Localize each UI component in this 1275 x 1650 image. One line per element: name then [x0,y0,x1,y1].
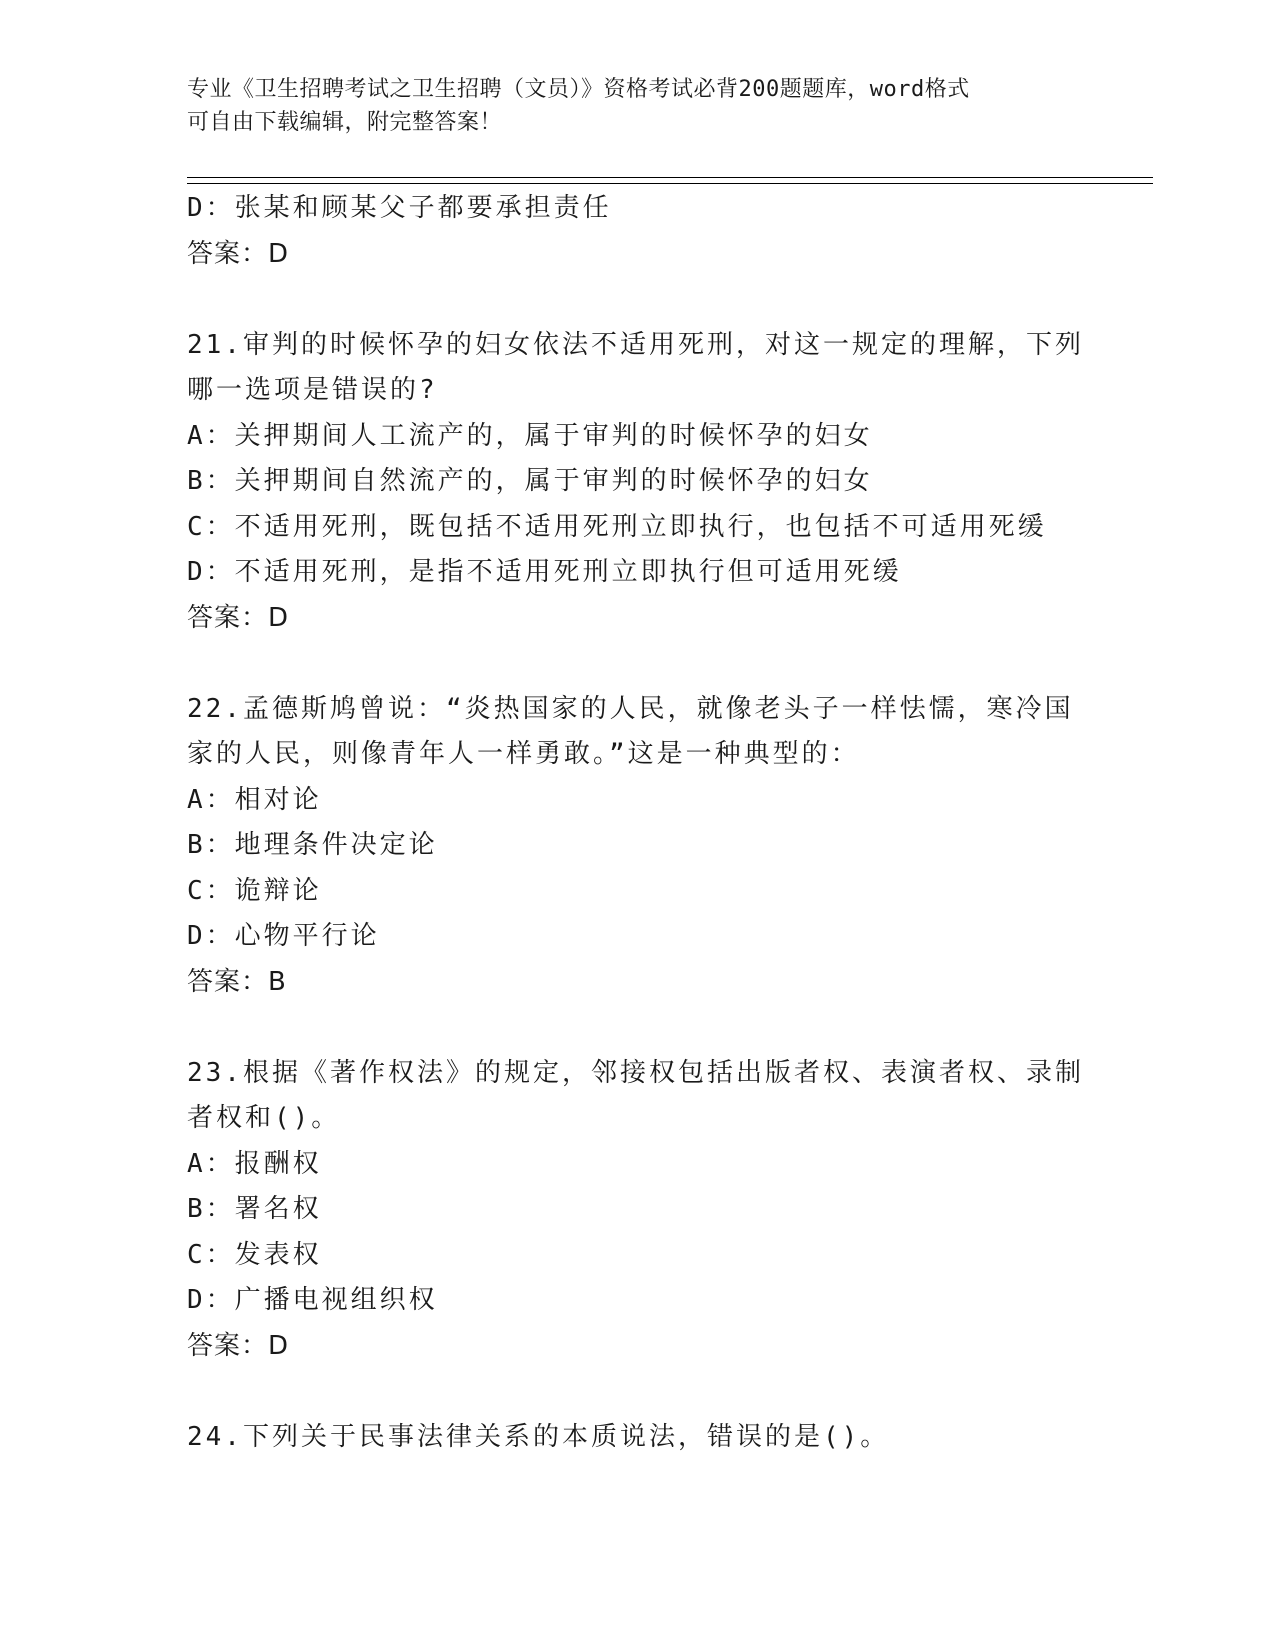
question-24 [187,1415,1087,1461]
question-23 [187,1051,1087,1370]
option-c: C：诡辩论 [187,875,322,906]
option-b: B：署名权 [187,1194,322,1224]
question-content [187,186,1087,1460]
answer-line: 答案：B [187,966,287,997]
question-22 [187,687,1087,1006]
question-stem: 哪一选项是错误的? [187,375,438,405]
answer-line: 答案：D [187,238,290,269]
option-b: B：关押期间自然流产的，属于审判的时候怀孕的妇女 [187,466,873,496]
question-stem: 者权和()。 [187,1103,341,1133]
page-header [187,73,1087,139]
question-21 [187,323,1087,642]
question-stem: 家的人民，则像青年人一样勇敢。”这是一种典型的： [187,739,860,769]
option-d: D：张某和顾某父子都要承担责任 [187,193,612,223]
option-c: C：不适用死刑，既包括不适用死刑立即执行，也包括不可适用死缓 [187,511,1047,542]
header-line-2: 可自由下载编辑，附完整答案！ [187,110,503,135]
option-d: D：广播电视组织权 [187,1285,438,1315]
spacer [187,641,1087,687]
header-line-1: 专业《卫生招聘考试之卫生招聘（文员）》资格考试必背200题题库，word格式 [187,77,970,102]
option-b: B：地理条件决定论 [187,830,438,860]
spacer [187,1369,1087,1415]
option-a: A：报酬权 [187,1148,322,1179]
option-d: D：不适用死刑，是指不适用死刑立即执行但可适用死缓 [187,557,902,587]
option-c: C：发表权 [187,1239,322,1270]
option-a: A：关押期间人工流产的，属于审判的时候怀孕的妇女 [187,420,873,451]
spacer [187,277,1087,323]
header-divider-bottom [187,183,1153,184]
question-stem: 22.孟德斯鸠曾说：“炎热国家的人民，就像老头子一样怯懦，寒冷国 [187,693,1074,724]
option-a: A：相对论 [187,784,322,815]
answer-line: 答案：D [187,1330,290,1361]
previous-question-tail [187,186,1087,277]
question-stem: 23.根据《著作权法》的规定，邻接权包括出版者权、表演者权、录制 [187,1057,1084,1088]
spacer [187,1005,1087,1051]
option-d: D：心物平行论 [187,921,380,951]
header-divider-top [187,177,1153,178]
answer-line: 答案：D [187,602,290,633]
question-stem: 24.下列关于民事法律关系的本质说法，错误的是()。 [187,1421,890,1452]
question-stem: 21.审判的时候怀孕的妇女依法不适用死刑，对这一规定的理解，下列 [187,329,1084,360]
